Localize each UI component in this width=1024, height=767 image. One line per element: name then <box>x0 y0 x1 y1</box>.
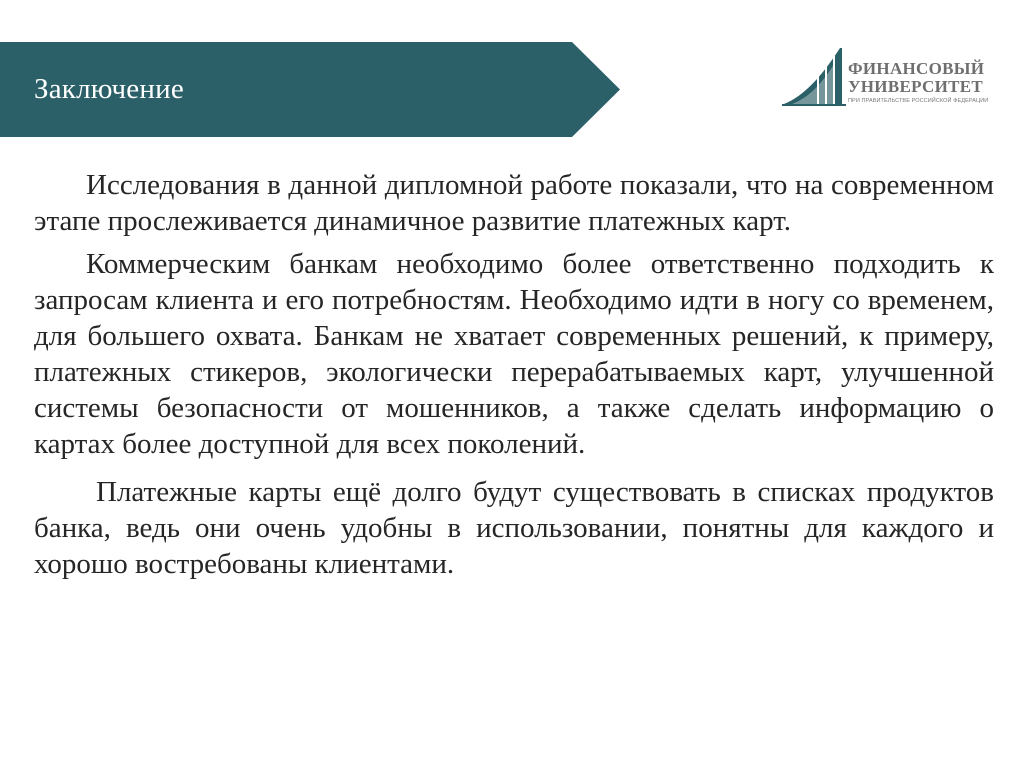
logo-emblem-icon <box>782 46 846 108</box>
paragraph-1: Исследования в данной дипломной работе показали, что на современном этапе прослеживается динамичное развитие платежных карт. <box>34 169 994 237</box>
paragraph-3: Платежные карты ещё долго будут существовать в списках продуктов банка, ведь они очень удобны в использовании, понятны для каждого и хорошо востребованы клиентами. <box>34 476 994 580</box>
page-title: Заключение <box>34 73 184 105</box>
logo-text-line1: ФИНАНСОВЫЙ <box>848 59 985 78</box>
title-banner <box>0 42 620 137</box>
logo-text-line2: УНИВЕРСИТЕТ <box>848 77 984 96</box>
slide-body <box>34 167 994 589</box>
university-logo <box>782 46 992 110</box>
logo-text-line3: ПРИ ПРАВИТЕЛЬСТВЕ РОССИЙСКОЙ ФЕДЕРАЦИИ <box>848 98 989 104</box>
paragraph-2: Коммерческим банкам необходимо более ответственно подходить к запросам клиента и его потребностям. Необходимо идти в ногу со временем, для большего охвата. Банкам не хватает современных решений, к примеру, платежных стикеров, экологически перерабатываемых карт, улучшенной системы безопасности от мошенников, а также сделать информацию о картах более доступной для всех поколений. <box>34 248 994 460</box>
